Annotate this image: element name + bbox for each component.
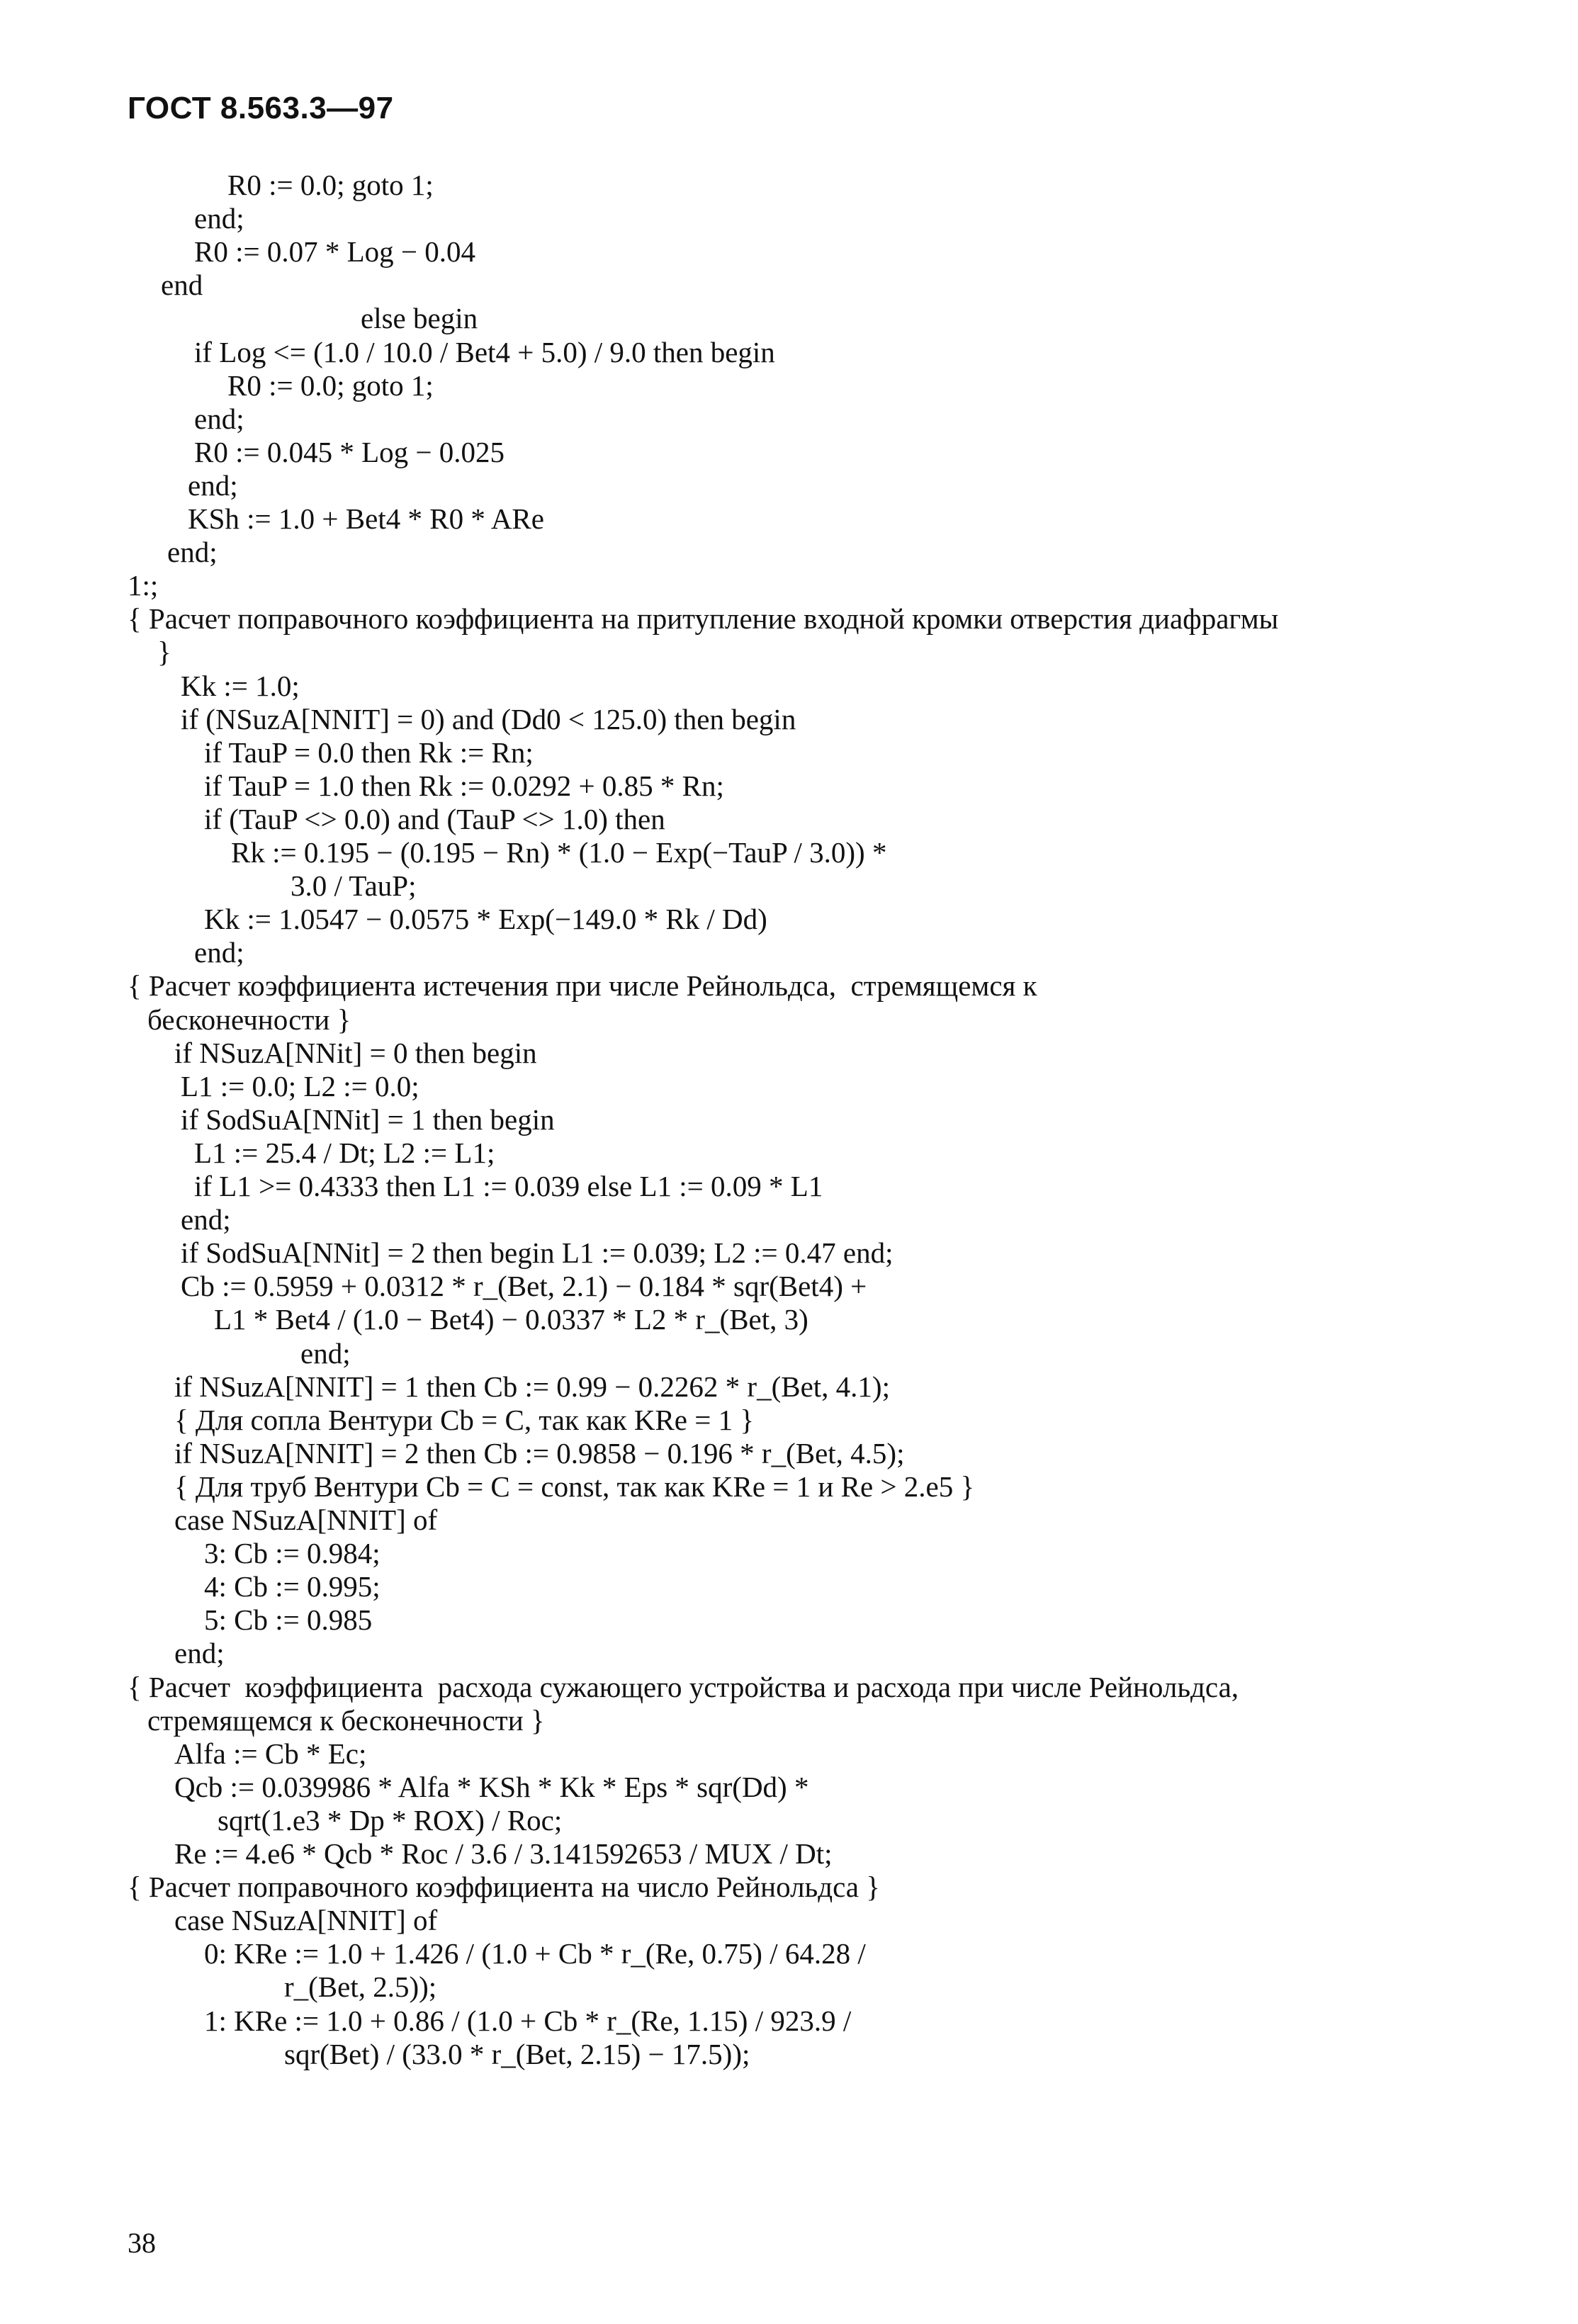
code-line: 3.0 / TauP; <box>291 869 417 902</box>
code-line: end; <box>167 536 218 568</box>
code-line: 1:; <box>128 569 159 602</box>
code-line: { Расчет поправочного коэффициента на притупление входной кромки отверстия диафрагмы <box>128 602 1279 635</box>
code-line: { Расчет коэффициента расхода сужающего устройства и расхода при числе Рейнольдса, <box>128 1671 1239 1703</box>
code-line: Cb := 0.5959 + 0.0312 * r_(Bet, 2.1) − 0.184 * sqr(Bet4) + <box>181 1270 867 1302</box>
code-line: R0 := 0.0; goto 1; <box>227 169 434 201</box>
code-line: R0 := 0.07 * Log − 0.04 <box>194 235 476 268</box>
code-line: else begin <box>361 302 478 334</box>
code-line: 3: Cb := 0.984; <box>204 1537 381 1569</box>
code-line: end; <box>174 1637 225 1669</box>
code-line: end; <box>194 936 244 969</box>
code-line: Re := 4.e6 * Qcb * Roc / 3.6 / 3.141592653 / MUX / Dt; <box>174 1837 833 1870</box>
code-line: Qcb := 0.039986 * Alfa * KSh * Kk * Eps * sqr(Dd) * <box>174 1771 809 1803</box>
code-line: sqrt(1.e3 * Dp * ROX) / Roc; <box>218 1804 563 1837</box>
code-line: if L1 >= 0.4333 then L1 := 0.039 else L1 := 0.09 * L1 <box>194 1170 823 1202</box>
code-line: { Расчет коэффициента истечения при числе Рейнольдса, стремящемся к <box>128 969 1037 1002</box>
code-line: 0: KRe := 1.0 + 1.426 / (1.0 + Cb * r_(Re, 0.75) / 64.28 / <box>204 1937 866 1970</box>
code-line: end; <box>300 1337 351 1370</box>
code-line: if NSuzA[NNit] = 0 then begin <box>174 1037 537 1069</box>
code-line: L1 := 0.0; L2 := 0.0; <box>181 1070 419 1102</box>
code-line: end; <box>188 469 238 502</box>
code-line: бесконечности } <box>147 1003 351 1036</box>
code-line: end <box>161 269 203 301</box>
code-line: if Log <= (1.0 / 10.0 / Bet4 + 5.0) / 9.0 then begin <box>194 336 775 368</box>
code-line: L1 := 25.4 / Dt; L2 := L1; <box>194 1136 495 1169</box>
code-line: end; <box>194 402 244 435</box>
code-line: R0 := 0.0; goto 1; <box>227 369 434 402</box>
code-line: { Для труб Вентури Cb = C = const, так как KRe = 1 и Re > 2.e5 } <box>174 1470 975 1503</box>
code-line: r_(Bet, 2.5)); <box>284 1970 437 2003</box>
code-line: Kk := 1.0547 − 0.0575 * Exp(−149.0 * Rk / Dd) <box>204 903 767 935</box>
code-line: sqr(Bet) / (33.0 * r_(Bet, 2.15) − 17.5)); <box>284 2038 750 2070</box>
code-line: if NSuzA[NNIT] = 1 then Cb := 0.99 − 0.2262 * r_(Bet, 4.1); <box>174 1370 890 1403</box>
document-header: ГОСТ 8.563.3—97 <box>128 91 394 125</box>
code-line: стремящемся к бесконечности } <box>147 1704 545 1737</box>
code-line: end; <box>194 202 244 235</box>
code-line: Rk := 0.195 − (0.195 − Rn) * (1.0 − Exp(−TauP / 3.0)) * <box>231 836 887 869</box>
code-line: if TauP = 1.0 then Rk := 0.0292 + 0.85 * Rn; <box>204 769 724 802</box>
page-number: 38 <box>128 2227 156 2259</box>
code-line: if (TauP <> 0.0) and (TauP <> 1.0) then <box>204 803 665 835</box>
code-line: if SodSuA[NNit] = 1 then begin <box>181 1103 555 1136</box>
code-line: Kk := 1.0; <box>181 670 300 702</box>
code-line: if NSuzA[NNIT] = 2 then Cb := 0.9858 − 0.196 * r_(Bet, 4.5); <box>174 1437 905 1470</box>
code-line: 1: KRe := 1.0 + 0.86 / (1.0 + Cb * r_(Re, 1.15) / 923.9 / <box>204 2004 852 2037</box>
code-line: R0 := 0.045 * Log − 0.025 <box>194 436 505 468</box>
code-line: 5: Cb := 0.985 <box>204 1603 373 1636</box>
code-line: case NSuzA[NNIT] of <box>174 1904 438 1936</box>
code-line: } <box>157 636 171 668</box>
code-line: if SodSuA[NNit] = 2 then begin L1 := 0.039; L2 := 0.47 end; <box>181 1236 894 1269</box>
code-line: { Расчет поправочного коэффициента на число Рейнольдса } <box>128 1871 880 1903</box>
code-line: 4: Cb := 0.995; <box>204 1570 381 1603</box>
code-line: KSh := 1.0 + Bet4 * R0 * ARe <box>188 502 544 535</box>
code-line: L1 * Bet4 / (1.0 − Bet4) − 0.0337 * L2 * r_(Bet, 3) <box>214 1303 808 1336</box>
code-line: if TauP = 0.0 then Rk := Rn; <box>204 736 534 769</box>
code-line: Alfa := Cb * Ec; <box>174 1737 367 1770</box>
code-line: case NSuzA[NNIT] of <box>174 1504 438 1536</box>
code-line: end; <box>181 1203 231 1236</box>
code-line: if (NSuzA[NNIT] = 0) and (Dd0 < 125.0) then begin <box>181 703 796 735</box>
code-line: { Для сопла Вентури Cb = C, так как KRe = 1 } <box>174 1404 755 1436</box>
